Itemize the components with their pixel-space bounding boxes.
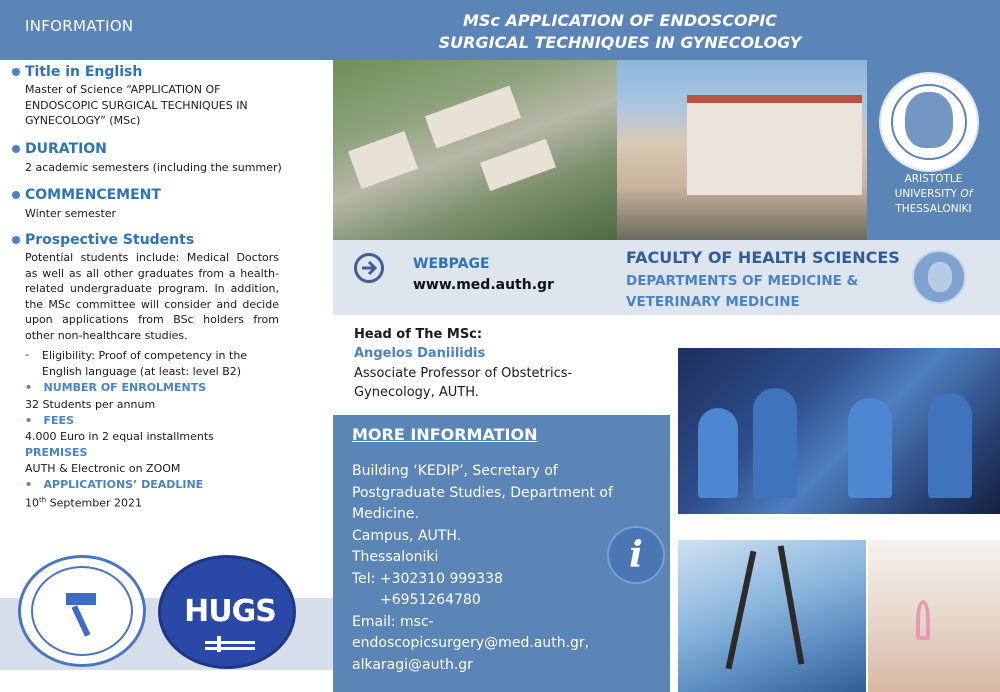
university-box xyxy=(867,60,1000,240)
email-label: Email: msc- xyxy=(352,613,434,630)
departments-heading: DEPARTMENTS OF MEDICINE & VETERINARY MEDICINE xyxy=(626,273,859,310)
gavel-icon xyxy=(18,555,146,667)
surgeon-figure xyxy=(928,393,972,498)
fees-heading: • FEES xyxy=(25,414,74,427)
bullet-icon: • xyxy=(25,381,44,394)
eligibility-dash: - xyxy=(25,348,29,361)
page-title xyxy=(400,10,840,54)
deadline-text: 10th September 2021 xyxy=(25,496,142,510)
eligibility-text: Eligibility: Proof of competency in the English language (at least: level B2) xyxy=(42,349,248,378)
surgeon-figure xyxy=(753,388,797,498)
prospective-students-text: Potential students include: Medical Doctors as well as all other graduates from a health-related undergraduate program. In addition, the MSc committee will consider and decide upon applications from BSc holders from other non-healthcare studies. xyxy=(25,251,279,342)
webpage-url-link[interactable]: www.med.auth.gr xyxy=(413,277,554,293)
address-text: Building ‘KEDIP’, Secretary of Postgraduate Studies, Department of Medicine. xyxy=(352,463,613,522)
campus-text: Campus, AUTH. xyxy=(352,527,462,544)
instrument-shape xyxy=(726,551,757,670)
webpage-label: WEBPAGE xyxy=(413,256,490,272)
duration-text: 2 academic semesters (including the summer) xyxy=(25,161,282,174)
faculty-building-photo xyxy=(617,60,867,240)
information-label: INFORMATION xyxy=(25,17,134,35)
building-shape xyxy=(480,139,556,191)
building-shape xyxy=(687,95,862,195)
duration-heading: DURATION xyxy=(25,141,107,157)
title-in-english-heading: Title in English xyxy=(25,64,143,80)
phone-2[interactable]: +6951264780 xyxy=(380,592,481,608)
info-icon: i xyxy=(607,526,665,584)
building-shape xyxy=(348,131,418,189)
aristotle-university-seal xyxy=(879,72,979,172)
laparoscopy-photo xyxy=(678,540,866,692)
fees-text: 4.000 Euro in 2 equal installments xyxy=(25,430,214,443)
head-of-msc-name: Angelos Daniilidis xyxy=(354,346,486,361)
campus-aerial-photo xyxy=(333,60,617,240)
arrow-right-icon xyxy=(354,253,384,283)
awareness-ribbon-photo xyxy=(868,540,1000,692)
instrument-shape xyxy=(778,545,805,664)
faculty-heading: FACULTY OF HEALTH SCIENCES xyxy=(626,248,900,267)
medicine-seal-icon xyxy=(912,250,966,304)
city-text: Thessaloniki xyxy=(352,549,439,565)
building-roof xyxy=(687,95,862,103)
enrolments-heading: • NUMBER OF ENROLMENTS xyxy=(25,381,207,394)
title-line-2: SURGICAL TECHNIQUES IN GYNECOLOGY xyxy=(438,33,802,52)
surgeon-figure xyxy=(698,408,738,498)
deadline-heading: • APPLICATIONS’ DEADLINE xyxy=(25,478,204,491)
commencement-heading: COMMENCEMENT xyxy=(25,187,161,203)
seal-face xyxy=(928,262,952,292)
premises-text: AUTH & Electronic on ZOOM xyxy=(25,462,181,475)
email-2-link[interactable]: alkaragi@auth.gr xyxy=(352,656,473,673)
bullet-icon xyxy=(12,68,20,76)
head-of-msc-title: Associate Professor of Obstetrics-Gynecology, AUTH. xyxy=(354,366,573,400)
hugs-logo xyxy=(158,555,296,669)
bullet-icon xyxy=(12,191,20,199)
commencement-text: Winter semester xyxy=(25,207,117,220)
more-information-text xyxy=(352,461,642,676)
aristotle-head-icon xyxy=(905,92,953,148)
prospective-students-heading: Prospective Students xyxy=(25,232,195,248)
title-line-1: MSc APPLICATION OF ENDOSCOPIC xyxy=(462,11,778,30)
phone-1[interactable]: Tel: +302310 999338 xyxy=(352,570,503,587)
building-shape xyxy=(425,86,521,149)
more-information-heading: MORE INFORMATION xyxy=(352,425,538,444)
bullet-icon: • xyxy=(25,414,44,427)
premises-heading: PREMISES xyxy=(25,446,88,459)
bullet-icon xyxy=(12,145,20,153)
university-name: ARISTOTLE UNIVERSITY Of THESSALONIKI xyxy=(894,173,973,215)
arrow-right-glyph xyxy=(359,258,379,278)
pink-ribbon-icon xyxy=(916,600,930,640)
surgeon-figure xyxy=(848,398,892,498)
bullet-icon xyxy=(12,236,20,244)
enrolments-text: 32 Students per annum xyxy=(25,398,156,411)
bullet-icon: • xyxy=(25,478,44,491)
surgery-team-photo xyxy=(678,348,1000,514)
email-1-link[interactable]: endoscopicsurgery@med.auth.gr, xyxy=(352,635,590,651)
hugs-logo-text: HUGS xyxy=(184,594,276,629)
gynecological-society-logo xyxy=(18,555,146,667)
title-in-english-text: Master of Science “APPLICATION OF ENDOSCOPIC SURGICAL TECHNIQUES IN GYNECOLOGY” (MSc) xyxy=(25,83,248,127)
cross-icon xyxy=(205,636,255,652)
head-of-msc-label: Head of The MSc: xyxy=(354,327,483,342)
